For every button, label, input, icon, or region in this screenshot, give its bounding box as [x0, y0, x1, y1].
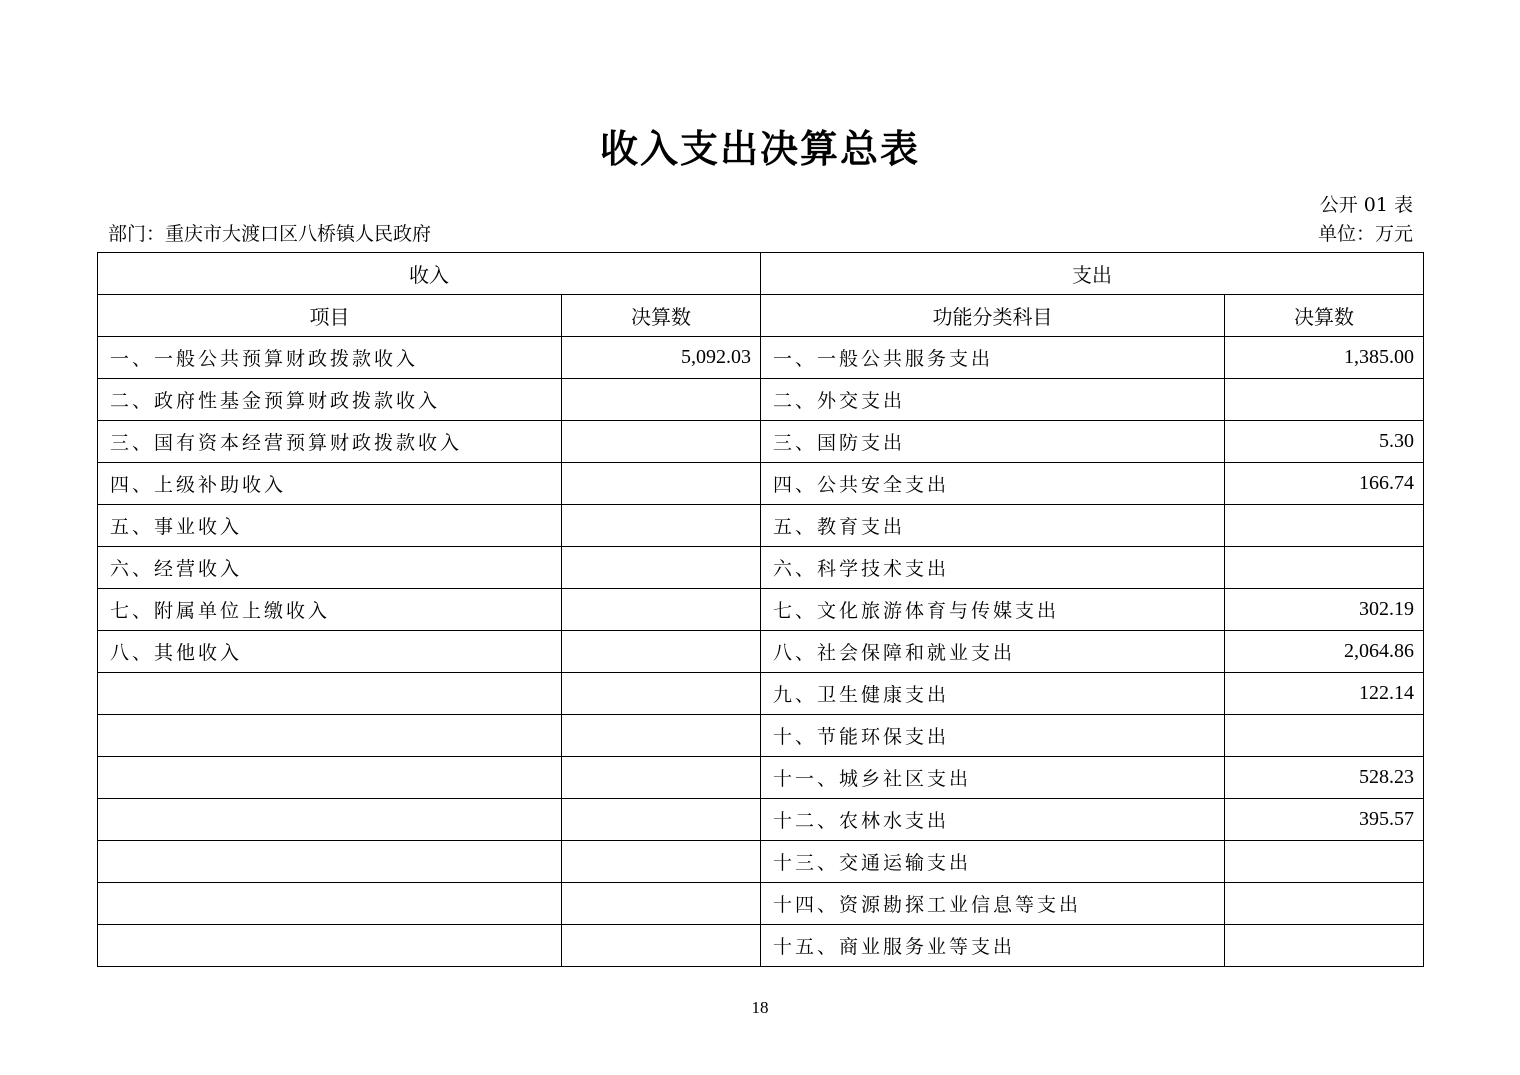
table-row	[98, 505, 1424, 547]
income-item-cell	[98, 883, 562, 925]
expense-amount-cell	[1225, 505, 1424, 547]
department-label: 部门：重庆市大渡口区八桥镇人民政府	[108, 223, 432, 245]
expense-item-cell: 六、科学技术支出	[761, 547, 1225, 589]
expense-item-cell: 二、外交支出	[761, 379, 1225, 421]
expense-category-header: 功能分类科目	[761, 295, 1225, 337]
income-item-header: 项目	[98, 295, 562, 337]
income-amount-header: 决算数	[562, 295, 761, 337]
income-item-cell	[98, 925, 562, 967]
table-row	[98, 925, 1424, 967]
income-amount-cell	[562, 463, 761, 505]
income-amount-cell	[562, 421, 761, 463]
table-row	[98, 337, 1424, 379]
table-row	[98, 589, 1424, 631]
expense-amount-cell	[1225, 379, 1424, 421]
expense-item-cell: 七、文化旅游体育与传媒支出	[761, 589, 1225, 631]
expense-amount-cell: 122.14	[1225, 673, 1424, 715]
expense-amount-cell: 166.74	[1225, 463, 1424, 505]
table-row	[98, 715, 1424, 757]
expense-amount-cell: 2,064.86	[1225, 631, 1424, 673]
expense-item-cell: 十一、城乡社区支出	[761, 757, 1225, 799]
expense-amount-cell	[1225, 715, 1424, 757]
income-item-cell: 七、附属单位上缴收入	[98, 589, 562, 631]
expense-item-cell: 五、教育支出	[761, 505, 1225, 547]
income-item-cell	[98, 673, 562, 715]
income-amount-cell	[562, 589, 761, 631]
income-expense-table	[97, 252, 1424, 967]
expense-amount-cell: 1,385.00	[1225, 337, 1424, 379]
income-item-cell: 六、经营收入	[98, 547, 562, 589]
income-amount-cell	[562, 757, 761, 799]
income-amount-cell	[562, 547, 761, 589]
expense-section-header: 支出	[761, 253, 1424, 295]
expense-amount-cell	[1225, 841, 1424, 883]
income-item-cell: 八、其他收入	[98, 631, 562, 673]
expense-item-cell: 三、国防支出	[761, 421, 1225, 463]
income-item-cell	[98, 799, 562, 841]
expense-amount-header: 决算数	[1225, 295, 1424, 337]
income-item-cell: 二、政府性基金预算财政拨款收入	[98, 379, 562, 421]
income-amount-cell	[562, 841, 761, 883]
expense-item-cell: 十二、农林水支出	[761, 799, 1225, 841]
table-row	[98, 673, 1424, 715]
form-number: 公开 01 表	[1319, 194, 1413, 216]
income-amount-cell	[562, 631, 761, 673]
expense-item-cell: 十五、商业服务业等支出	[761, 925, 1225, 967]
income-amount-cell	[562, 925, 761, 967]
unit-label: 单位：万元	[1317, 223, 1413, 245]
table-row	[98, 631, 1424, 673]
income-item-cell: 三、国有资本经营预算财政拨款收入	[98, 421, 562, 463]
expense-item-cell: 四、公共安全支出	[761, 463, 1225, 505]
income-item-cell: 五、事业收入	[98, 505, 562, 547]
expense-amount-cell	[1225, 883, 1424, 925]
income-item-cell: 四、上级补助收入	[98, 463, 562, 505]
expense-amount-cell: 302.19	[1225, 589, 1424, 631]
income-item-cell: 一、一般公共预算财政拨款收入	[98, 337, 562, 379]
expense-item-cell: 十三、交通运输支出	[761, 841, 1225, 883]
income-amount-cell	[562, 673, 761, 715]
page-title: 收入支出决算总表	[599, 127, 920, 171]
expense-amount-cell: 395.57	[1225, 799, 1424, 841]
table-row	[98, 883, 1424, 925]
expense-item-cell: 十、节能环保支出	[761, 715, 1225, 757]
expense-item-cell: 八、社会保障和就业支出	[761, 631, 1225, 673]
expense-amount-cell: 5.30	[1225, 421, 1424, 463]
table-row	[98, 841, 1424, 883]
expense-item-cell: 十四、资源勘探工业信息等支出	[761, 883, 1225, 925]
expense-item-cell: 一、一般公共服务支出	[761, 337, 1225, 379]
table-row	[98, 547, 1424, 589]
table-row	[98, 799, 1424, 841]
income-amount-cell	[562, 379, 761, 421]
expense-amount-cell	[1225, 925, 1424, 967]
table-column-header-row	[98, 295, 1424, 337]
income-amount-cell: 5,092.03	[562, 337, 761, 379]
income-amount-cell	[562, 799, 761, 841]
income-item-cell	[98, 841, 562, 883]
income-section-header: 收入	[98, 253, 761, 295]
income-amount-cell	[562, 883, 761, 925]
page-number: 18	[751, 998, 769, 1017]
expense-item-cell: 九、卫生健康支出	[761, 673, 1225, 715]
income-item-cell	[98, 757, 562, 799]
table-section-header-row	[98, 253, 1424, 295]
income-amount-cell	[562, 505, 761, 547]
income-amount-cell	[562, 715, 761, 757]
table-row	[98, 379, 1424, 421]
table-row	[98, 463, 1424, 505]
income-item-cell	[98, 715, 562, 757]
table-row	[98, 757, 1424, 799]
table-row	[98, 421, 1424, 463]
expense-amount-cell: 528.23	[1225, 757, 1424, 799]
expense-amount-cell	[1225, 547, 1424, 589]
